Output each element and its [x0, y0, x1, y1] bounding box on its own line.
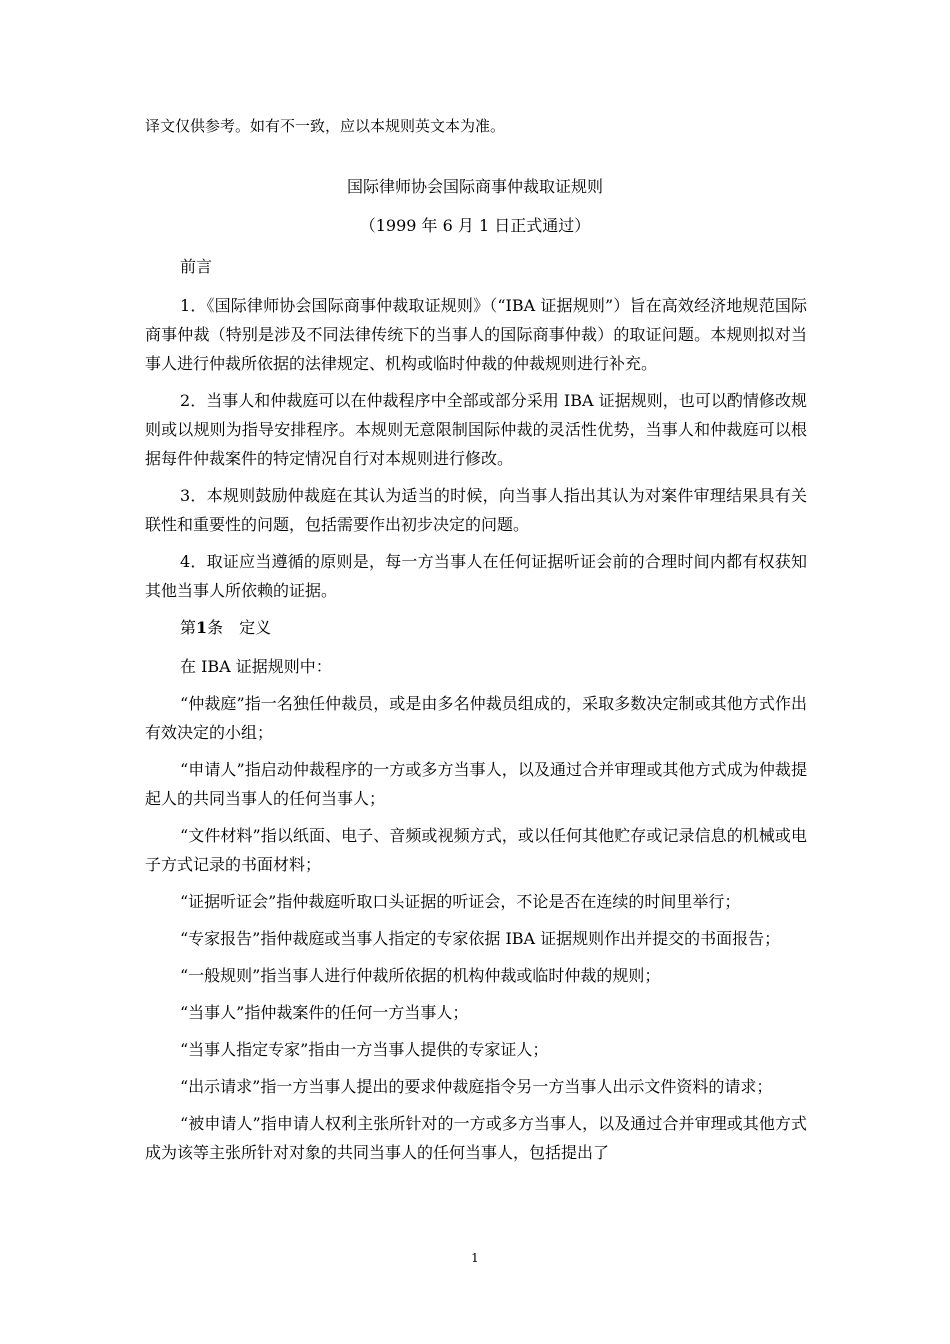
definition-claimant: “申请人”指启动仲裁程序的一方或多方当事人，以及通过合并审理或其他方式成为仲裁提起人的共同当事人的任何当事人； — [145, 760, 807, 808]
translation-note: 译文仅供参考。如有不一致，应以本规则英文本为准。 — [145, 117, 506, 135]
definition-general-rules: “一般规则”指当事人进行仲裁所依据的机构仲裁或临时仲裁的规则； — [180, 966, 661, 985]
definition-request-to-produce: “出示请求”指一方当事人提出的要求仲裁庭指令另一方当事人出示文件资料的请求； — [180, 1077, 773, 1096]
definition-expert-report: “专家报告”指仲裁庭或当事人指定的专家依据 IBA 证据规则作出并提交的书面报告； — [180, 929, 781, 948]
article-1-prefix: 第 — [180, 618, 197, 637]
definition-party-appointed-expert: “当事人指定专家”指由一方当事人提供的专家证人； — [180, 1040, 549, 1059]
preface-paragraph-4: 4．取证应当遵循的原则是，每一方当事人在任何证据听证会前的合理时间内都有权获知其他当事人所依赖的证据。 — [145, 552, 807, 600]
document-body — [145, 252, 807, 1175]
definitions-intro: 在 IBA 证据规则中： — [180, 657, 332, 676]
preface-paragraph-2: 2．当事人和仲裁庭可以在仲裁程序中全部或部分采用 IBA 证据规则，也可以酌情修改规则或以规则为指导安排程序。本规则无意限制国际仲裁的灵活性优势，当事人和仲裁庭可以根据每件仲裁案件的特定情况自行对本规则进行修改。 — [145, 391, 807, 468]
definition-respondent: “被申请人”指申请人权利主张所针对的一方或多方当事人，以及通过合并审理或其他方式成为该等主张所针对对象的共同当事人的任何当事人，包括提出了 — [145, 1114, 807, 1162]
definition-evidentiary-hearing: “证据听证会”指仲裁庭听取口头证据的听证会，不论是否在连续的时间里举行； — [180, 892, 741, 911]
page-number: 1 — [471, 1251, 479, 1265]
preface-paragraph-1: 1．《国际律师协会国际商事仲裁取证规则》（“IBA 证据规则”）旨在高效经济地规范国际商事仲裁（特别是涉及不同法律传统下的当事人的国际商事仲裁）的取证问题。本规则拟对当事人进行仲裁所依据的法律规定、机构或临时仲裁的仲裁规则进行补充。 — [145, 296, 807, 373]
article-1-suffix: 条 定义 — [207, 618, 272, 637]
definition-party: “当事人”指仲裁案件的任何一方当事人； — [180, 1003, 469, 1022]
definition-arbitral-tribunal: “仲裁庭”指一名独任仲裁员，或是由多名仲裁员组成的，采取多数决定制或其他方式作出有效决定的小组； — [145, 694, 807, 742]
document-title: 国际律师协会国际商事仲裁取证规则 — [346, 177, 603, 196]
article-1-number: 1 — [196, 618, 208, 637]
preface-heading: 前言 — [180, 257, 213, 276]
article-1-heading — [145, 613, 807, 642]
adoption-date: （1999 年 6 月 1 日正式通过） — [359, 216, 591, 235]
definition-document: “文件材料”指以纸面、电子、音频或视频方式，或以任何其他贮存或记录信息的机械或电子方式记录的书面材料； — [145, 826, 807, 874]
preface-paragraph-3: 3．本规则鼓励仲裁庭在其认为适当的时候，向当事人指出其认为对案件审理结果具有关联性和重要性的问题，包括需要作出初步决定的问题。 — [145, 486, 807, 534]
